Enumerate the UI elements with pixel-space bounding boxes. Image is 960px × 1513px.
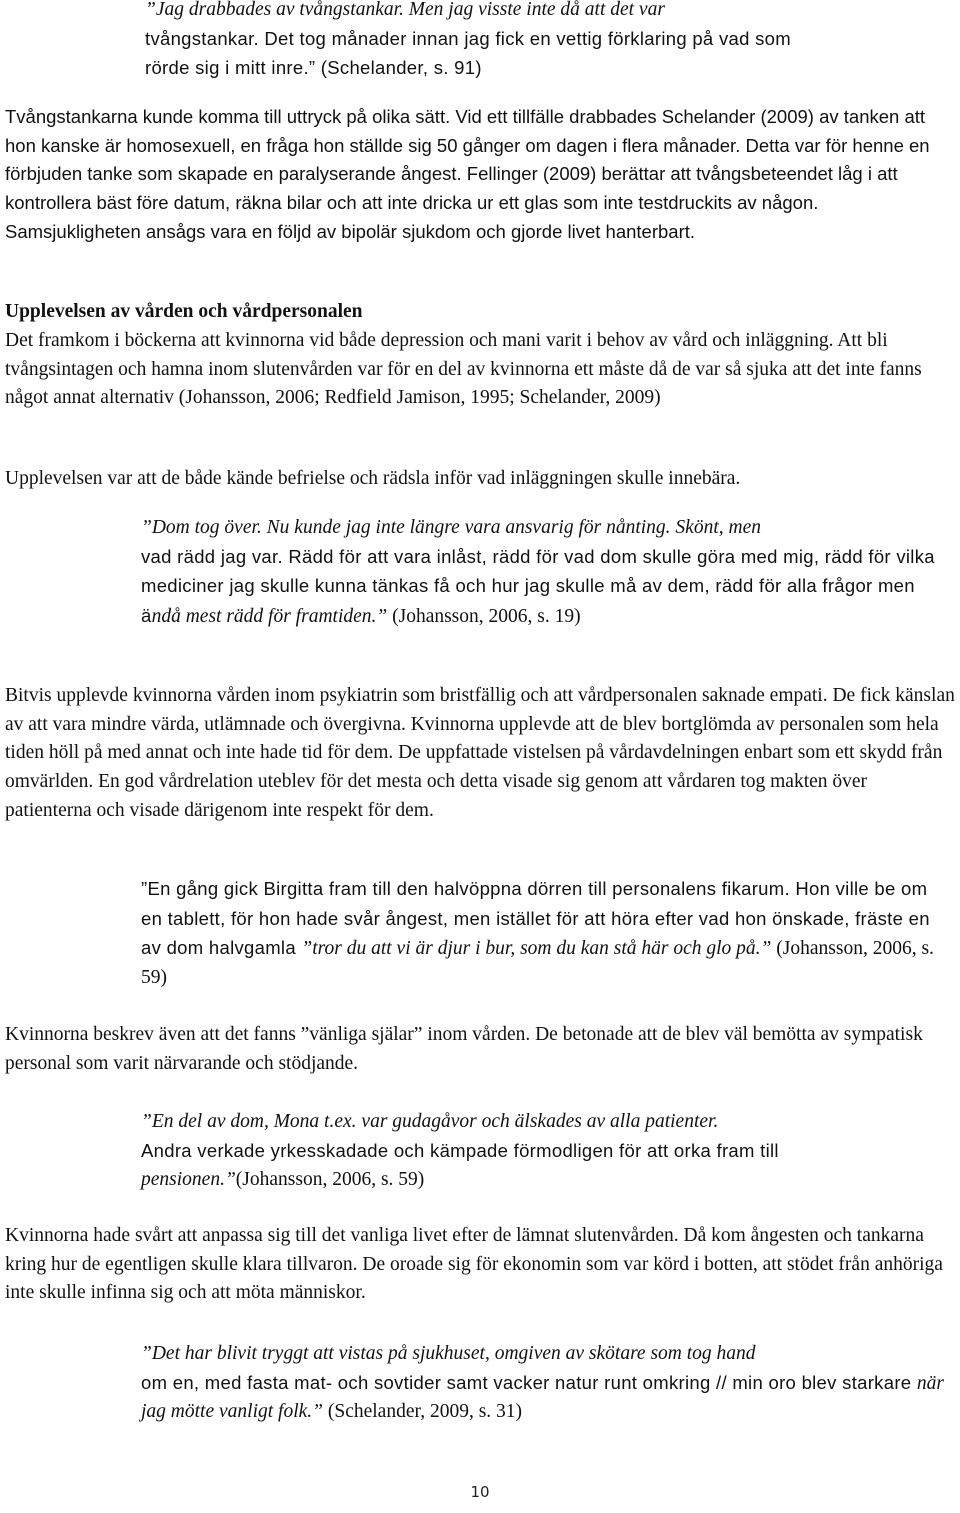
quote-citation: (Schelander, 2009, s. 31) bbox=[322, 1401, 523, 1423]
block-quote bbox=[145, 0, 955, 84]
quote-text: ndå mest rädd för framtiden.” bbox=[151, 606, 388, 628]
section-heading: Upplevelsen av vården och vårdpersonalen bbox=[5, 301, 363, 322]
quote-line: ”En del av dom, Mona t.ex. var gudagåvor och älskades av alla patienter. bbox=[141, 1111, 719, 1132]
body-paragraph: Kvinnorna beskrev även att det fanns ”vänliga själar” inom vården. De betonade att de blev väl bemötta av sympatisk personal som varit närvarande och stödjande. bbox=[5, 1024, 923, 1074]
paragraph-text: Tvångstankarna kunde komma till uttryck på olika sätt. Vid ett tillfälle drabbades Schelander (2009) av tanken att hon kanske är homosexuell, en fråga hon ställde sig 50 gånger om dagen i flera månader. bbox=[5, 106, 926, 156]
quote-line: rörde sig i mitt inre.” bbox=[145, 57, 316, 79]
body-paragraph: Kvinnorna hade svårt att anpassa sig till det vanliga livet efter de lämnat slutenvården. Då kom ångesten och tankarna kring hur de egentligen skulle klara tillvaron. De oroade sig för ekonomin som var körd i botten, att stödet från anhöriga inte skulle infinna sig och att möta människor. bbox=[5, 1225, 943, 1304]
quote-citation: (Schelander, s. 91) bbox=[315, 57, 482, 79]
quote-text: när jag mötte vanligt folk.” bbox=[141, 1372, 944, 1423]
block-quote bbox=[141, 875, 951, 993]
quote-text: om en, med fasta mat- och sovtider samt vacker natur runt omkring // min oro blev starkare bbox=[141, 1371, 917, 1393]
quote-line: ”Det har blivit tryggt att vistas på sjukhuset, omgiven av skötare som tog hand bbox=[141, 1343, 756, 1364]
body-paragraph bbox=[5, 103, 955, 247]
body-paragraph: Upplevelsen var att de både kände befrielse och rädsla inför vad inläggningen skulle innebära. bbox=[5, 468, 741, 489]
quote-line: ”Jag drabbades av tvångstankar. Men jag visste inte då att det var bbox=[145, 0, 665, 20]
quote-line: tvångstankar. Det tog månader innan jag fick en vettig förklaring på vad som bbox=[145, 27, 791, 49]
block-quote bbox=[141, 1340, 951, 1427]
page-number: 10 bbox=[470, 1483, 490, 1501]
body-paragraph: Det framkom i böckerna att kvinnorna vid både depression och mani varit i behov av vård och inläggning. Att bli tvångsintagen och hamna inom slutenvården var för en del av kvinnorna ett måste då de var så sjuka att det inte fanns något annat alternativ (Johansson, 2006; Redfield Jamison, 1995; Schelander, 2009) bbox=[5, 330, 922, 409]
body-paragraph: Bitvis upplevde kvinnorna vården inom psykiatrin som bristfällig och att vårdpersonalen saknade empati. De fick känslan av att vara mindre värda, utlämnade och övergivna. Kvinnorna upplevde att de blev bortglömda av personalen som hela tiden höll på med annat och inte hade tid för dem. De uppfattade vistelsen på vårdavdelningen enbart som ett skydd från omvärlden. En god vårdrelation uteblev för det mesta och detta visade sig genom att vårdaren tog makten över patienterna och visade därigenom inte respekt för dem. bbox=[5, 685, 955, 821]
quote-citation: (Johansson, 2006, s. 19) bbox=[387, 606, 581, 628]
quote-text: vad rädd jag var. Rädd för att vara inlåst, rädd för vad dom skulle göra med mig, rädd för vilka mediciner jag skulle kunna tänkas få och hur jag skulle må av dem, rädd för alla frågor men ä bbox=[141, 545, 935, 627]
quote-text: ”En gång gick Birgitta fram till den halvöppna dörren till personalens fikarum. Hon ville be om en tablett, för hon hade svår ångest, men istället för att höra efter vad hon önskade, fräste en av dom halvgamla bbox=[141, 878, 930, 959]
quote-citation: (Johansson, 2006, s. 59) bbox=[141, 938, 934, 989]
paragraph-text: Detta var för henne en förbjuden tanke som skapade en paralyserande ångest. Fellinger (2009) berättar att tvångsbeteendet låg i att kontrollera bäst före datum, räkna bilar och att inte dricka ur ett glas som inte testdruckits av någon. Samsjukligheten ansågs vara en följd av bipolär sjukdom och gjorde livet hanterbart. bbox=[5, 134, 930, 242]
quote-citation: (Johansson, 2006, s. 59) bbox=[235, 1169, 425, 1191]
quote-text: ”tror du att vi är djur i bur, som du kan stå här och glo på.” bbox=[301, 938, 772, 960]
block-quote bbox=[141, 514, 951, 632]
block-quote bbox=[141, 1108, 951, 1195]
quote-line: Andra verkade yrkesskadade och kämpade förmodligen för att orka fram till bbox=[141, 1139, 779, 1161]
quote-line: ”Dom tog över. Nu kunde jag inte längre vara ansvarig för nånting. Skönt, men bbox=[141, 517, 761, 538]
quote-line: pensionen.” bbox=[141, 1169, 236, 1191]
